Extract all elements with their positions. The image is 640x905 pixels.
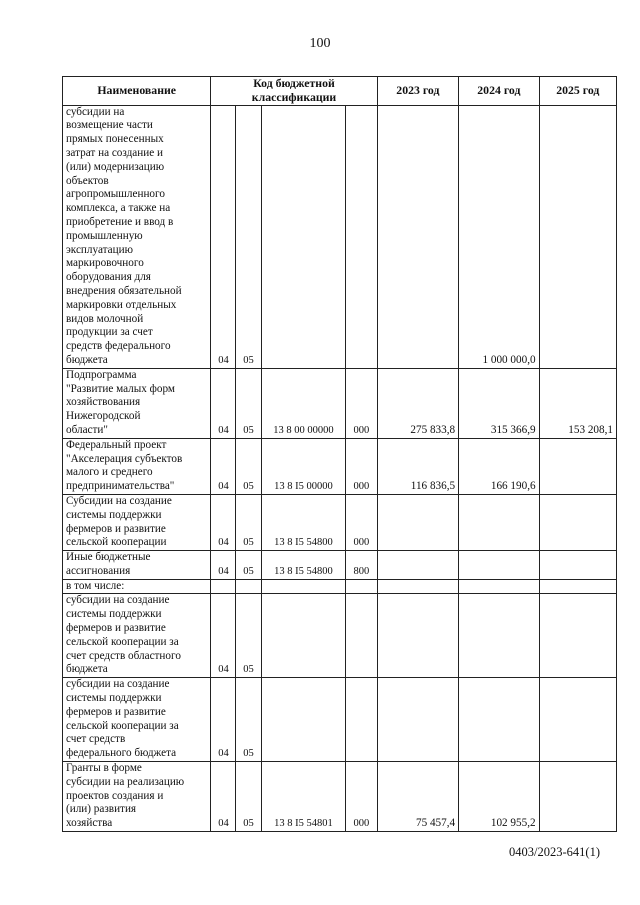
row-name: Гранты в форме субсидии на реализацию проектов создания и (или) развития хозяйства bbox=[63, 762, 211, 832]
row-section: 04 bbox=[211, 494, 236, 550]
row-2023 bbox=[377, 105, 459, 368]
row-subsection: 05 bbox=[236, 594, 261, 678]
row-target-item bbox=[261, 105, 346, 368]
row-expense-type: 800 bbox=[346, 551, 377, 580]
row-expense-type bbox=[346, 678, 377, 762]
row-2025 bbox=[539, 494, 616, 550]
row-2025 bbox=[539, 762, 616, 832]
row-section: 04 bbox=[211, 551, 236, 580]
row-name: Субсидии на создание системы поддержки фермеров и развитие сельской кооперации bbox=[63, 494, 211, 550]
row-expense-type bbox=[346, 594, 377, 678]
row-2025 bbox=[539, 551, 616, 580]
row-name: Федеральный проект "Акселерация субъектов малого и среднего предпринимательства" bbox=[63, 438, 211, 494]
row-target-item bbox=[261, 678, 346, 762]
row-2023 bbox=[377, 594, 459, 678]
row-target-item bbox=[261, 579, 346, 594]
row-section: 04 bbox=[211, 678, 236, 762]
row-section: 04 bbox=[211, 438, 236, 494]
row-2025 bbox=[539, 678, 616, 762]
row-2024: 1 000 000,0 bbox=[459, 105, 539, 368]
table-header-row bbox=[63, 77, 617, 106]
row-subsection: 05 bbox=[236, 368, 261, 438]
table-row bbox=[63, 762, 617, 832]
row-target-item: 13 8 00 00000 bbox=[261, 368, 346, 438]
row-2024: 166 190,6 bbox=[459, 438, 539, 494]
row-expense-type bbox=[346, 105, 377, 368]
row-subsection: 05 bbox=[236, 678, 261, 762]
row-2024 bbox=[459, 594, 539, 678]
row-2024: 315 366,9 bbox=[459, 368, 539, 438]
row-2023: 275 833,8 bbox=[377, 368, 459, 438]
row-subsection: 05 bbox=[236, 551, 261, 580]
header-code: Код бюджетной классификации bbox=[211, 77, 377, 106]
row-2024 bbox=[459, 678, 539, 762]
header-2025: 2025 год bbox=[539, 77, 616, 106]
row-target-item bbox=[261, 594, 346, 678]
row-section: 04 bbox=[211, 368, 236, 438]
row-subsection bbox=[236, 579, 261, 594]
header-name: Наименование bbox=[63, 77, 211, 106]
row-2024 bbox=[459, 551, 539, 580]
row-name: субсидии на создание системы поддержки фермеров и развитие сельской кооперации за счет средств областного бюджета bbox=[63, 594, 211, 678]
row-2025 bbox=[539, 594, 616, 678]
row-name: Иные бюджетные ассигнования bbox=[63, 551, 211, 580]
row-2025 bbox=[539, 105, 616, 368]
row-name: субсидии на возмещение части прямых понесенных затрат на создание и (или) модернизацию объектов агропромышленного комплекса, а также на приобретение и ввод в промышленную эксплуатацию маркировочного оборудования для внедрения обязательной маркировки отдельных видов молочной продукции за счет средств федерального бюджета bbox=[63, 105, 211, 368]
row-2023 bbox=[377, 494, 459, 550]
row-2023: 116 836,5 bbox=[377, 438, 459, 494]
table-row bbox=[63, 678, 617, 762]
row-name: в том числе: bbox=[63, 579, 211, 594]
row-name: Подпрограмма "Развитие малых форм хозяйствования Нижегородской области" bbox=[63, 368, 211, 438]
row-expense-type: 000 bbox=[346, 762, 377, 832]
row-name: субсидии на создание системы поддержки фермеров и развитие сельской кооперации за счет средств федерального бюджета bbox=[63, 678, 211, 762]
budget-table bbox=[62, 76, 617, 832]
row-2024 bbox=[459, 494, 539, 550]
header-2023: 2023 год bbox=[377, 77, 459, 106]
row-subsection: 05 bbox=[236, 105, 261, 368]
row-2023 bbox=[377, 678, 459, 762]
row-subsection: 05 bbox=[236, 494, 261, 550]
row-2025 bbox=[539, 438, 616, 494]
row-expense-type: 000 bbox=[346, 368, 377, 438]
page-number: 100 bbox=[309, 36, 331, 51]
row-2024: 102 955,2 bbox=[459, 762, 539, 832]
row-subsection: 05 bbox=[236, 762, 261, 832]
row-target-item: 13 8 I5 54801 bbox=[261, 762, 346, 832]
row-subsection: 05 bbox=[236, 438, 261, 494]
header-2024: 2024 год bbox=[459, 77, 539, 106]
table-row bbox=[63, 105, 617, 368]
table-row bbox=[63, 579, 617, 594]
row-target-item: 13 8 I5 54800 bbox=[261, 494, 346, 550]
row-2023 bbox=[377, 551, 459, 580]
document-reference: 0403/2023-641(1) bbox=[509, 845, 600, 859]
table-row bbox=[63, 494, 617, 550]
row-2023 bbox=[377, 579, 459, 594]
row-section: 04 bbox=[211, 105, 236, 368]
table-row bbox=[63, 438, 617, 494]
row-2025: 153 208,1 bbox=[539, 368, 616, 438]
table-row bbox=[63, 594, 617, 678]
table-row bbox=[63, 551, 617, 580]
row-2025 bbox=[539, 579, 616, 594]
row-expense-type bbox=[346, 579, 377, 594]
row-section: 04 bbox=[211, 594, 236, 678]
row-section: 04 bbox=[211, 762, 236, 832]
row-expense-type: 000 bbox=[346, 438, 377, 494]
row-2024 bbox=[459, 579, 539, 594]
row-expense-type: 000 bbox=[346, 494, 377, 550]
row-section bbox=[211, 579, 236, 594]
row-target-item: 13 8 I5 54800 bbox=[261, 551, 346, 580]
row-target-item: 13 8 I5 00000 bbox=[261, 438, 346, 494]
table-row bbox=[63, 368, 617, 438]
row-2023: 75 457,4 bbox=[377, 762, 459, 832]
